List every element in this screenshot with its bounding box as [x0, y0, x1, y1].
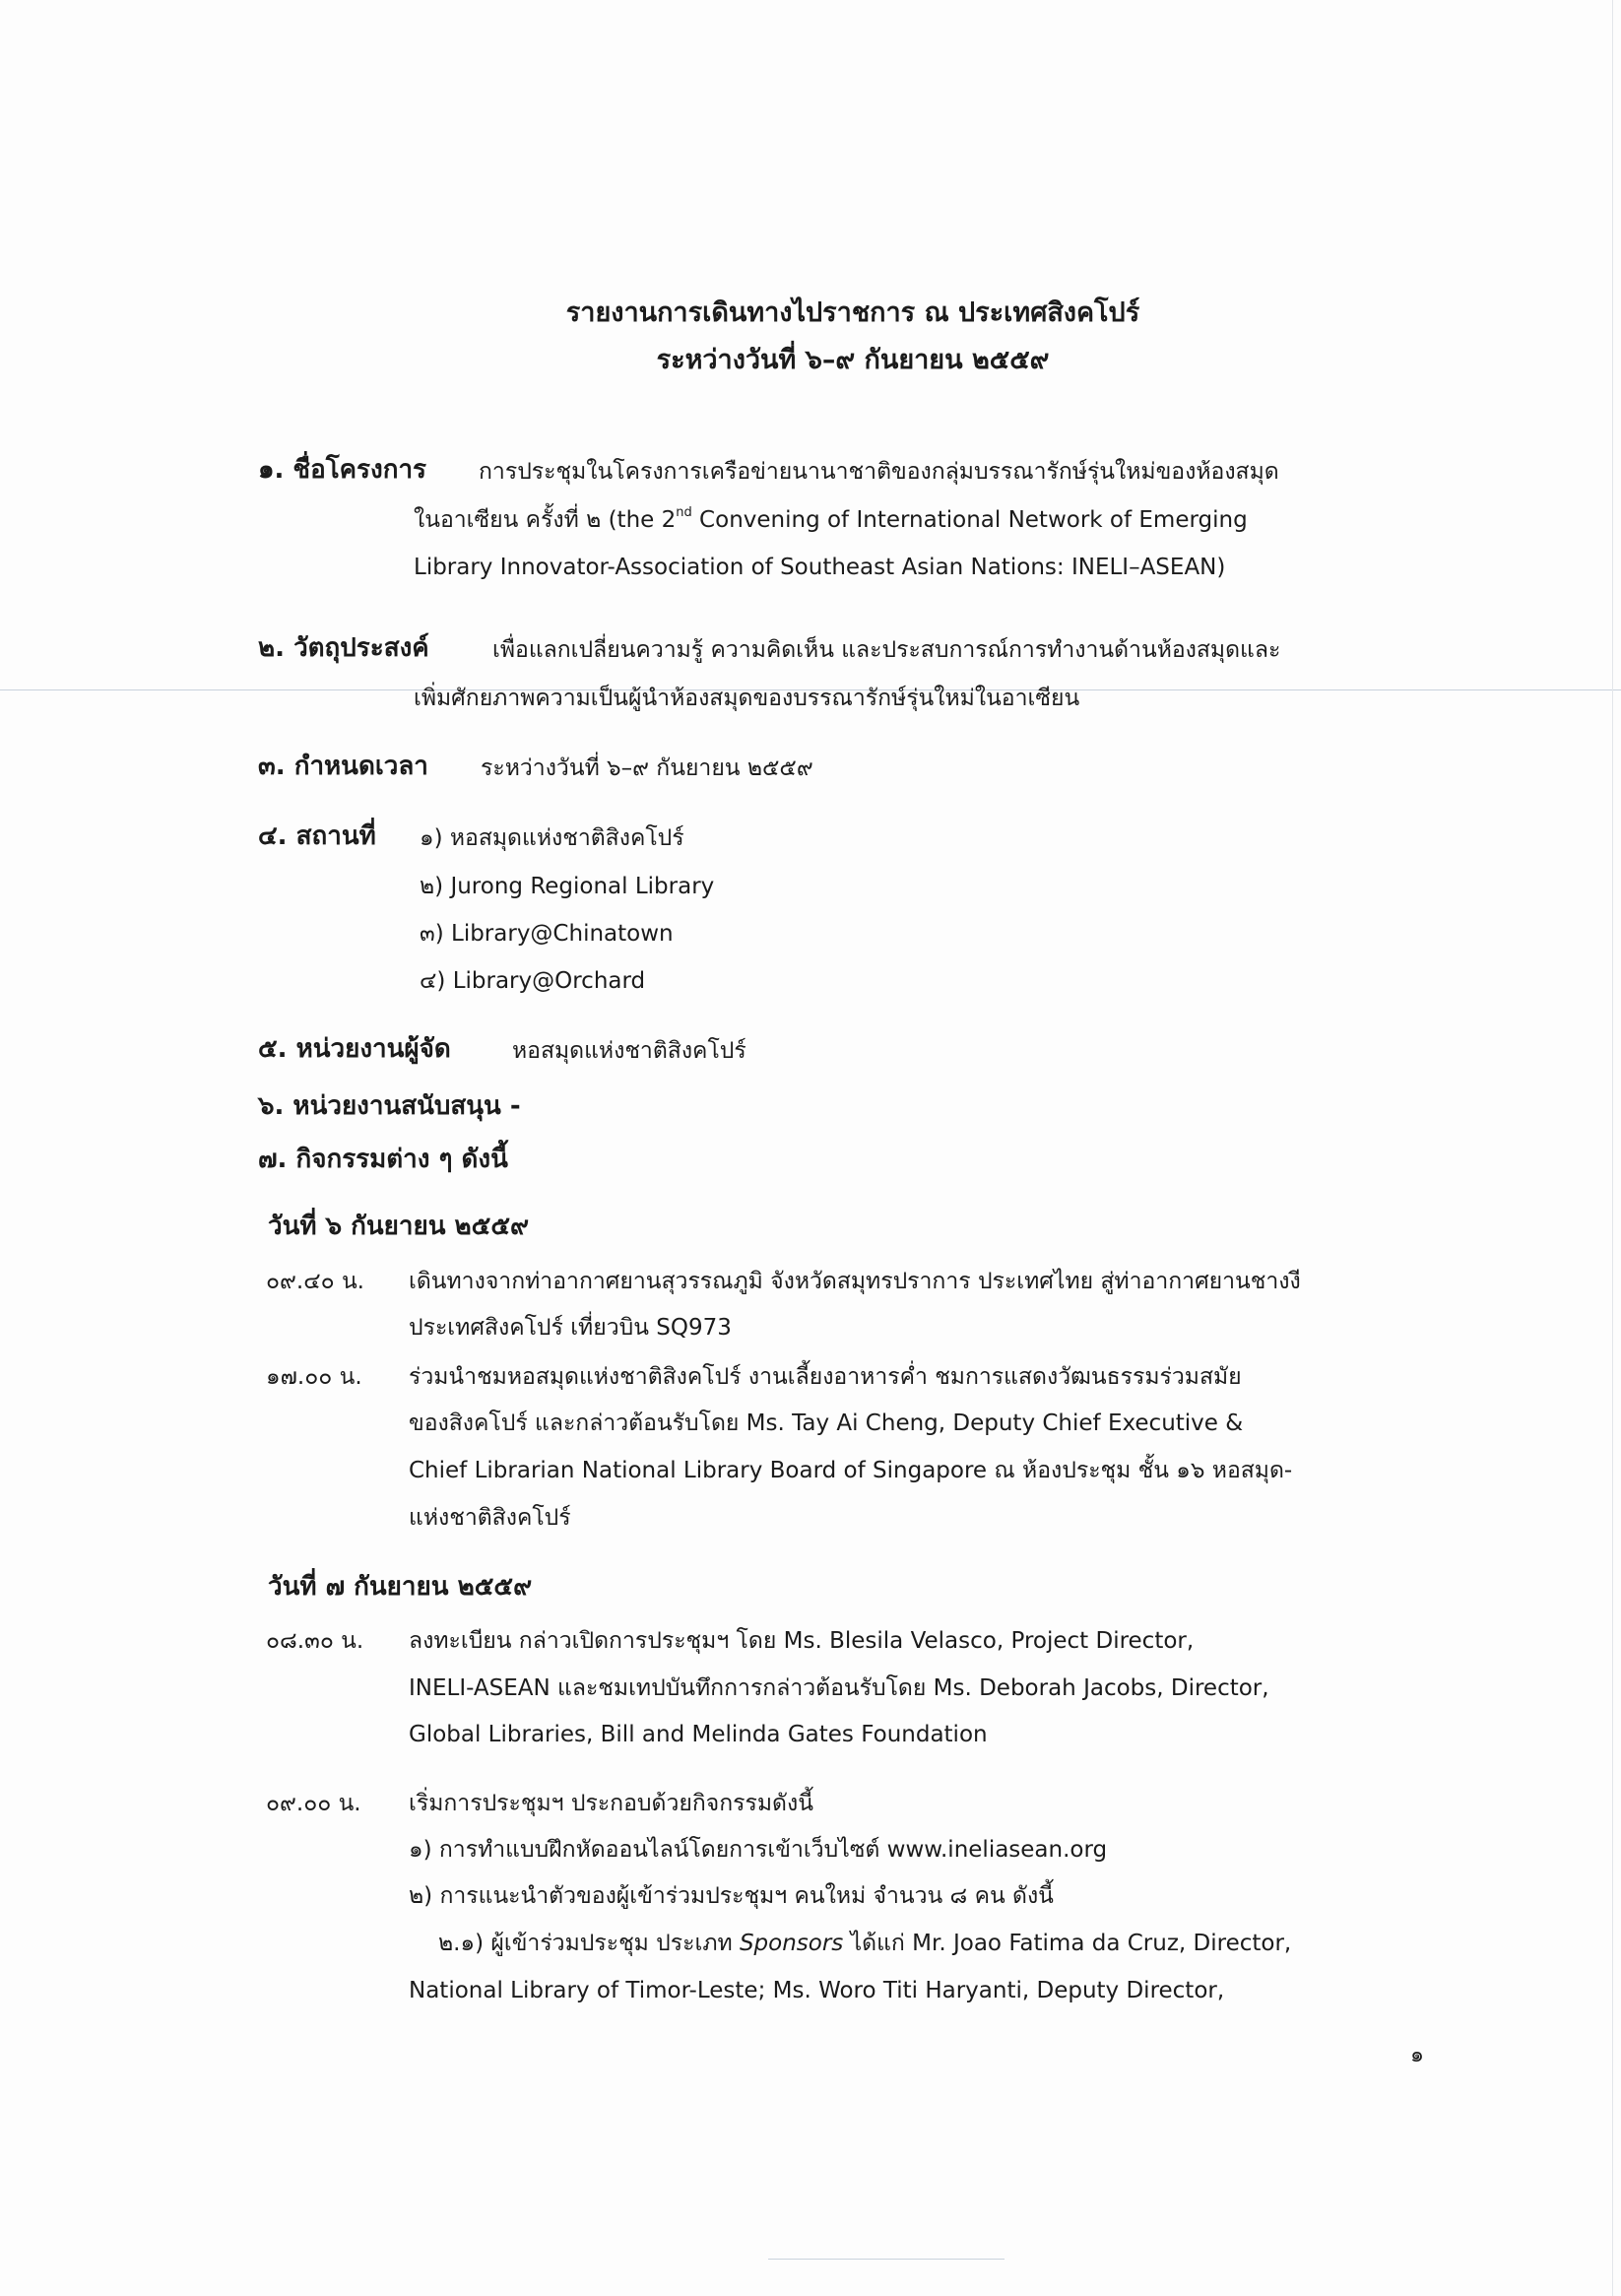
day-2-entry-2-line-1: เริ่มการประชุมฯ ประกอบด้วยกิจกรรมดังนี้ [409, 1791, 813, 1816]
day-1-entry-2-line-1: ร่วมนำชมหอสมุดแห่งชาติสิงคโปร์ งานเลี้ยงอาหารค่ำ ชมการแสดงวัฒนธรรมร่วมสมัย [409, 1364, 1242, 1390]
section-1-line-3: Library Innovator-Association of Southeast Asian Nations: INELI–ASEAN) [414, 555, 1226, 580]
document-subtitle: ระหว่างวันที่ ๖–๙ กันยายน ๒๕๕๙ [656, 345, 1050, 375]
day-1-heading: วันที่ ๖ กันยายน ๒๕๕๙ [268, 1212, 530, 1241]
day-1-entry-2-line-3: Chief Librarian National Library Board of Singapore ณ ห้องประชุม ชั้น ๑๖ หอสมุด- [409, 1458, 1293, 1483]
day-1-entry-2-line-4: แห่งชาติสิงคโปร์ [409, 1505, 571, 1531]
day-1-entry-2-line-2: ของสิงคโปร์ และกล่าวต้อนรับโดย Ms. Tay Ai Cheng, Deputy Chief Executive & [409, 1410, 1244, 1436]
section-5-text: หอสมุดแห่งชาติสิงคโปร์ [512, 1038, 746, 1064]
venue-item-3: ๓) Library@Chinatown [420, 921, 674, 947]
day-2-entry-2-line-3: ๒) การแนะนำตัวของผู้เข้าร่วมประชุมฯ คนใหม่ จำนวน ๘ คน ดังนี้ [409, 1883, 1054, 1909]
section-2-line-2: เพิ่มศักยภาพความเป็นผู้นำห้องสมุดของบรรณารักษ์รุ่นใหม่ในอาเซียน [414, 686, 1080, 711]
day-2-entry-1-line-2: INELI-ASEAN และชมเทปบันทึกการกล่าวต้อนรับโดย Ms. Deborah Jacobs, Director, [409, 1675, 1269, 1701]
day-2-entry-2-line-2: ๑) การทำแบบฝึกหัดออนไลน์โดยการเข้าเว็บไซต์ www.ineliasean.org [409, 1837, 1108, 1863]
scan-artifact-line-bottom [768, 2259, 1005, 2260]
section-4-heading: ๔. สถานที่ [258, 821, 376, 851]
section-1-line-1: การประชุมในโครงการเครือข่ายนานาชาติของกลุ่มบรรณารักษ์รุ่นใหม่ของห้องสมุด [479, 459, 1279, 485]
day-1-entry-1-line-2: ประเทศสิงคโปร์ เที่ยวบิน SQ973 [409, 1315, 732, 1341]
section-2-heading: ๒. วัตถุประสงค์ [258, 633, 429, 663]
day-1-entry-1-line-1: เดินทางจากท่าอากาศยานสุวรรณภูมิ จังหวัดสมุทรปราการ ประเทศไทย สู่ท่าอากาศยานชางงี [409, 1269, 1301, 1294]
venue-item-4: ๔) Library@Orchard [420, 968, 646, 994]
venue-item-1: ๑) หอสมุดแห่งชาติสิงคโปร์ [420, 825, 684, 851]
page-number: ๑ [1410, 2043, 1424, 2067]
section-3-heading: ๓. กำหนดเวลา [258, 752, 428, 781]
section-5-heading: ๕. หน่วยงานผู้จัด [258, 1034, 451, 1064]
day-2-entry-1-line-1: ลงทะเบียน กล่าวเปิดการประชุมฯ โดย Ms. Blesila Velasco, Project Director, [409, 1628, 1195, 1654]
document-title: รายงานการเดินทางไปราชการ ณ ประเทศสิงคโปร์ [565, 297, 1140, 328]
day-2-entry-2-last-line: National Library of Timor-Leste; Ms. Woro Titi Haryanti, Deputy Director, [409, 1978, 1225, 2003]
day-2-heading: วันที่ ๗ กันยายน ๒๕๕๙ [268, 1572, 533, 1602]
section-6-heading: ๖. หน่วยงานสนับสนุน - [258, 1091, 521, 1121]
day-2-entry-1-line-3: Global Libraries, Bill and Melinda Gates Foundation [409, 1722, 988, 1747]
section-1-line-2: ในอาเซียน ครั้งที่ ๒ (the 2nd Convening of International Network of Emerging [414, 505, 1248, 533]
section-1-heading: ๑. ชื่อโครงการ [258, 455, 427, 485]
day-2-entry-2-sub-line: ๒.๑) ผู้เข้าร่วมประชุม ประเภท Sponsors ได้แก่ Mr. Joao Fatima da Cruz, Director, [438, 1931, 1292, 1956]
day-1-entry-2-time: ๑๗.๐๐ น. [266, 1364, 362, 1390]
day-2-entry-2-time: ๐๙.๐๐ น. [266, 1791, 361, 1816]
section-3-text: ระหว่างวันที่ ๖–๙ กันยายน ๒๕๕๙ [481, 755, 813, 781]
section-2-line-1: เพื่อแลกเปลี่ยนความรู้ ความคิดเห็น และประสบการณ์การทำงานด้านห้องสมุดและ [492, 637, 1281, 663]
venue-item-2: ๒) Jurong Regional Library [420, 874, 715, 899]
day-2-entry-1-time: ๐๘.๓๐ น. [266, 1628, 364, 1654]
day-1-entry-1-time: ๐๙.๔๐ น. [266, 1269, 364, 1294]
section-7-heading: ๗. กิจกรรมต่าง ๆ ดังนี้ [258, 1145, 508, 1174]
